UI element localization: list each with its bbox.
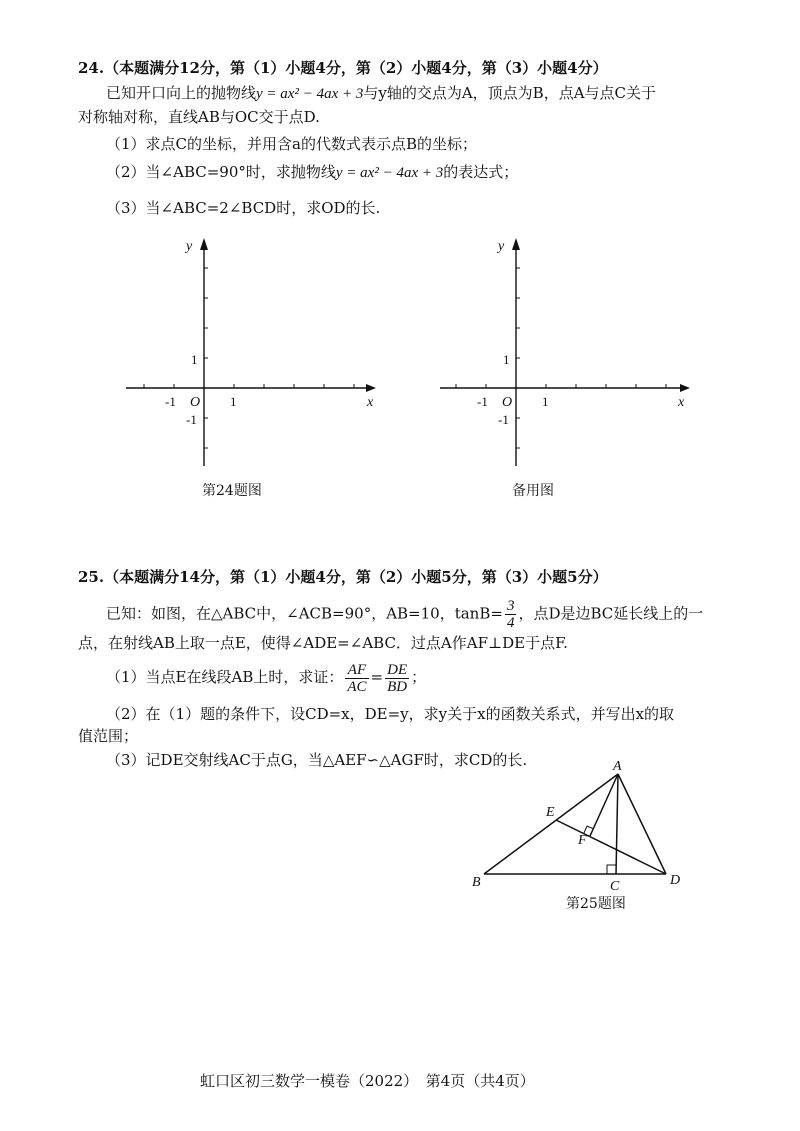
tick-label-y-neg1: -1 [498, 412, 509, 427]
q25-part2-line2: 值范围； [78, 727, 139, 745]
right-angle-mark-C [607, 865, 616, 874]
q25-part3: （3）记DE交射线AC于点G，当△AEF∽△AGF时，求CD的长. [106, 751, 528, 769]
equals-sign: = [370, 668, 384, 686]
q24-part3: （3）当∠ABC=2∠BCD时，求OD的长. [106, 199, 381, 217]
de-bd-fraction [385, 662, 409, 695]
q24-stem-line2: 对称轴对称，直线AB与OC交于点D. [78, 108, 320, 126]
q25-part2-line1: （2）在（1）题的条件下，设CD=x，DE=y，求y关于x的函数关系式，并写出x的取 [106, 705, 675, 723]
y-axis-label: y [498, 239, 505, 254]
q24-stem-equation: y = ax² − 4ax + 3 [256, 86, 364, 102]
q25-stem-line2: 点，在射线AB上取一点E，使得∠ADE=∠ABC．过点A作AF⊥DE于点F. [78, 634, 568, 652]
point-label-E: E [546, 805, 555, 820]
tick-label-x-1: 1 [542, 394, 549, 409]
q24-part2-text-a: （2）当∠ABC=90°时，求抛物线 [106, 163, 336, 181]
q24-part1: （1）求点C的坐标，并用含a的代数式表示点B的坐标； [106, 135, 477, 153]
q24-stem-line1 [106, 83, 656, 104]
origin-label: O [502, 395, 513, 410]
q24-caption-main: 第24题图 [202, 483, 262, 499]
page-footer: 虹口区初三数学一模卷（2022） 第4页（共4页） [200, 1072, 535, 1090]
q24-part2-equation: y = ax² − 4ax + 3 [335, 165, 444, 181]
line-AF [590, 774, 618, 836]
q25-part1 [106, 660, 426, 695]
q25-stem-text-b: ，点D是边BC延长线上的一 [518, 604, 704, 623]
q25-header: 25.（本题满分14分，第（1）小题4分，第（2）小题5分，第（3）小题5分） [78, 568, 608, 586]
q24-axes-spare [434, 230, 694, 470]
q25-figure [470, 760, 710, 900]
tick-label-x-neg1: -1 [165, 394, 176, 409]
q25-stem-text-a: 已知：如图，在△ABC中，∠ACB=90°，AB=10，tanB= [106, 604, 503, 623]
bd-denominator: BD [387, 678, 408, 695]
tick-label-y-1: 1 [191, 352, 198, 367]
origin-label: O [190, 395, 201, 410]
af-numerator: AF [345, 662, 368, 679]
line-AB [484, 774, 618, 874]
line-AD [618, 774, 666, 874]
point-label-F: F [578, 833, 587, 848]
q24-stem-text-a: 已知开口向上的抛物线 [106, 84, 257, 102]
line-AC [616, 774, 618, 874]
x-axis-label: x [367, 395, 374, 410]
tanB-numerator: 3 [506, 598, 515, 614]
y-axis-label: y [186, 239, 193, 254]
part1-end: ； [411, 668, 427, 686]
tick-label-y-neg1: -1 [186, 412, 197, 427]
point-label-A: A [613, 759, 622, 774]
ac-denominator: AC [347, 678, 367, 695]
tick-label-x-neg1: -1 [477, 394, 488, 409]
q24-part2-text-b: 的表达式； [443, 163, 519, 181]
q25-part1-text: （1）当点E在线段AB上时，求证： [106, 668, 344, 686]
q24-axes-main [120, 230, 380, 470]
q25-stem-line1 [106, 598, 703, 631]
q24-caption-spare: 备用图 [512, 483, 554, 499]
x-axis-label: x [678, 395, 685, 410]
q25-caption: 第25题图 [566, 896, 626, 912]
q24-stem-text-b: 与y轴的交点为A，顶点为B，点A与点C关于 [363, 84, 657, 102]
tanB-fraction [505, 598, 517, 631]
line-ED [556, 820, 666, 874]
point-label-B: B [472, 875, 481, 890]
de-numerator: DE [387, 661, 408, 678]
q24-part2 [106, 162, 518, 183]
tick-label-x-1: 1 [230, 394, 237, 409]
q24-header: 24.（本题满分12分，第（1）小题4分，第（2）小题4分，第（3）小题4分） [78, 59, 608, 77]
tanB-denominator: 4 [506, 615, 515, 631]
af-ac-fraction [345, 662, 368, 695]
point-label-D: D [670, 873, 681, 888]
tick-label-y-1: 1 [503, 352, 510, 367]
point-label-C: C [610, 879, 620, 894]
